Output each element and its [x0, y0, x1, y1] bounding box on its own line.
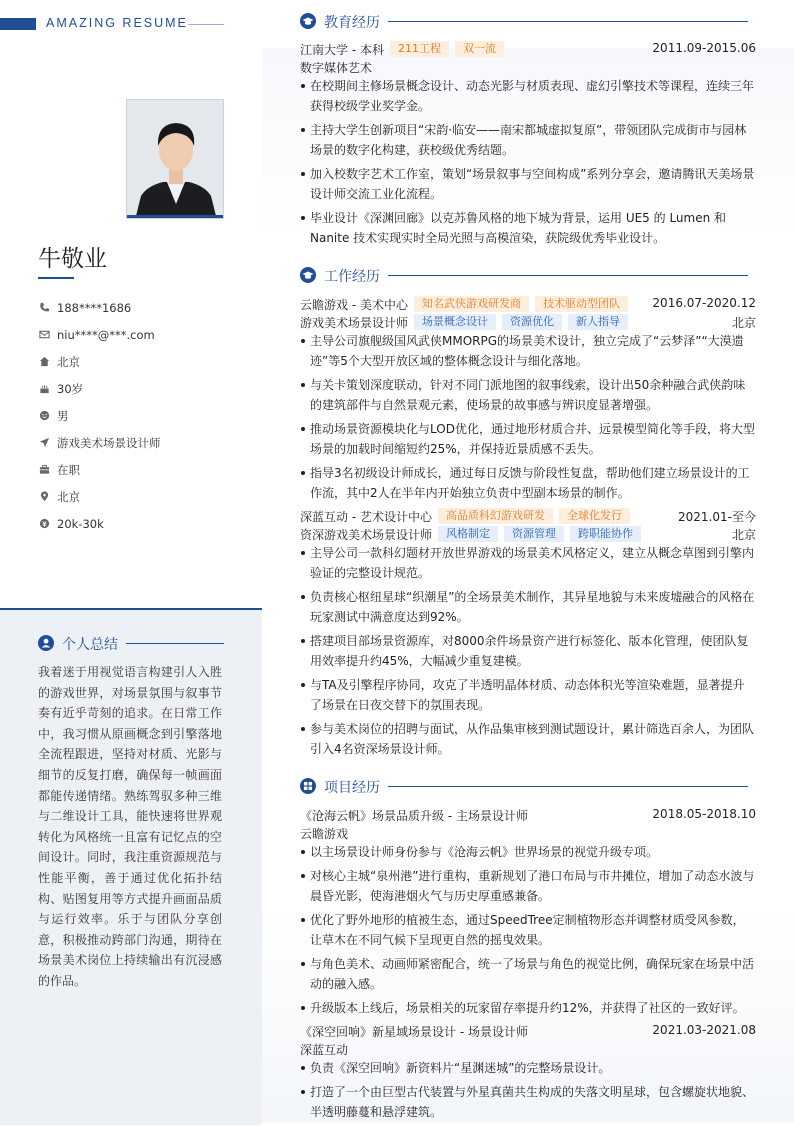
education-period: 2011.09-2015.06	[652, 41, 756, 55]
education-divider	[388, 21, 748, 22]
phone-icon	[38, 302, 50, 314]
education-entry	[300, 40, 756, 252]
name-underline	[38, 277, 74, 279]
graduation-cap-icon	[300, 267, 316, 283]
company-tag: 全球化发行	[559, 508, 630, 524]
graduation-cap-icon	[300, 13, 316, 29]
job-bullets	[300, 543, 756, 759]
project-bullets	[300, 842, 756, 1018]
profile-photo	[126, 99, 224, 219]
education-bullets	[300, 76, 756, 248]
mail-icon	[38, 329, 50, 341]
list-item: 升级版本上线后，场景相关的玩家留存率提升约12%，并获得了社区的一致好评。	[300, 998, 756, 1018]
job-headline	[300, 507, 756, 525]
company-name: 云瞻游戏 - 美术中心	[300, 297, 408, 312]
info-status	[38, 456, 248, 483]
skill-tag: 风格制定	[438, 526, 498, 542]
list-item: 加入校数字艺术工作室，策划“场景叙事与空间构成”系列分享会，邀请腾讯天美场景设计师交流工业化流程。	[300, 164, 756, 204]
projects-section-header	[300, 776, 750, 798]
list-item: 在校期间主修场景概念设计、动态光影与材质表现、虚幻引擎技术等课程，连续三年获得校级学业奖学金。	[300, 76, 756, 116]
job-bullets	[300, 331, 756, 503]
home-icon	[38, 356, 50, 368]
project-headline	[300, 1022, 756, 1040]
info-age-text: 30岁	[57, 381, 84, 396]
banner-line	[188, 24, 224, 25]
project-period: 2021.03-2021.08	[652, 1023, 756, 1037]
person-portrait-icon	[127, 100, 224, 219]
project-name: 《沧海云帆》场景品质升级 - 主场景设计师	[300, 808, 528, 823]
info-target-city-text: 北京	[57, 489, 80, 504]
work-title: 工作经历	[324, 269, 380, 285]
list-item: 打造了一个由巨型古代装置与外星真菌共生构成的失落文明星球，包含螺旋状地貌、半透明藤蔓和悬浮建筑。	[300, 1082, 756, 1122]
project-company: 深蓝互动	[300, 1042, 349, 1057]
info-gender	[38, 402, 248, 429]
user-icon	[38, 635, 54, 651]
project-company: 云瞻游戏	[300, 826, 349, 841]
list-item: 负责核心枢纽星球“织潮星”的全场景美术制作，其异星地貌与未来废墟融合的风格在玩家测试中满意度达到92%。	[300, 587, 756, 627]
project-entry	[300, 1022, 756, 1126]
list-item: 优化了野外地形的植被生态，通过SpeedTree定制植物形态并调整材质受风参数，让草木在不同气候下呈现更自然的摇曳效果。	[300, 910, 756, 950]
job-period: 2016.07-2020.12	[652, 296, 756, 310]
list-item: 主导公司旗舰级国风武侠MMORPG的场景美术设计，独立完成了“云梦泽”“大漠遗迹”等5个大型开放区域的整体概念设计与细化落地。	[300, 331, 756, 371]
skill-tag: 跨职能协作	[570, 526, 641, 542]
list-item: 以主场景设计师身份参与《沧海云帆》世界场景的视觉升级专项。	[300, 842, 756, 862]
list-item: 毕业设计《深渊回廊》以克苏鲁风格的地下城为背景，运用 UE5 的 Lumen 和 Nanite 技术实现实时全局光照与高模渲染，获院级优秀毕业设计。	[300, 208, 756, 248]
list-item: 参与美术岗位的招聘与面试，从作品集审核到测试题设计，累计筛选百余人，为团队引入4名资深场景设计师。	[300, 719, 756, 759]
projects-title: 项目经历	[324, 780, 380, 796]
info-residence-text: 北京	[57, 354, 80, 369]
info-age	[38, 375, 248, 402]
info-position-text: 游戏美术场景设计师	[57, 435, 161, 450]
list-item: 主导公司一款科幻题材开放世界游戏的场景美术风格定义，建立从概念草图到引擎内验证的完整设计规范。	[300, 543, 756, 583]
list-item: 推动场景资源模块化与LOD优化，通过地形材质合并、远景模型简化等手段，将大型场景的加载时间缩短约25%，并保持近景质感不丢失。	[300, 419, 756, 459]
job-city: 北京	[731, 528, 756, 542]
summary-divider	[126, 643, 224, 644]
job-entry	[300, 507, 756, 763]
info-target-city	[38, 483, 248, 510]
info-email-text: niu****@***.com	[57, 327, 155, 342]
job-city: 北京	[731, 316, 756, 330]
education-headline	[300, 40, 756, 58]
education-title: 教育经历	[324, 15, 380, 31]
project-period: 2018.05-2018.10	[652, 807, 756, 821]
work-divider	[388, 275, 748, 276]
list-item: 负责《深空回响》新资料片“星渊迷城”的完整场景设计。	[300, 1058, 756, 1078]
list-item: 主持大学生创新项目“宋韵·临安——南宋都城虚拟复原”，带领团队完成街市与园林场景的数字化构建，获校级优秀结题。	[300, 120, 756, 160]
job-role-row	[300, 525, 756, 543]
briefcase-icon	[38, 464, 50, 476]
skill-tag: 资源优化	[502, 314, 562, 330]
info-phone-text: 188****1686	[57, 300, 132, 315]
money-icon	[38, 518, 50, 530]
list-item: 与TA及引擎程序协同，攻克了半透明晶体材质、动态体积光等渲染难题，显著提升了场景在日夜交替下的氛围表现。	[300, 675, 756, 715]
company-tag: 技术驱动型团队	[535, 296, 628, 312]
list-item: 与关卡策划深度联动，针对不同门派地图的叙事线索，设计出50余种融合武侠韵味的建筑部件与自然景观元素，使场景的故事感与辨识度显著增强。	[300, 375, 756, 415]
job-entry	[300, 295, 756, 507]
summary-text: 我着迷于用视觉语言构建引人入胜的游戏世界，对场景氛围与叙事节奏有近乎苛刻的追求。在日常工作中，我习惯从原画概念到引擎落地全流程跟进，坚持对材质、光影与细节的反复打磨，确保每一帧画面都能传递情绪。熟练驾驭多种三维与二维设计工具，能快速将世界观转化为风格统一且富有记忆点的空间设计。同时，我注重资源规范与性能平衡，善于通过优化拓扑结构、贴图复用等方式提升画面品质与运行效率。乐于与团队分享创意，积极推动跨部门沟通，期待在场景美术岗位上持续输出有沉浸感的作品。	[38, 665, 222, 988]
banner-accent-bar	[0, 18, 36, 30]
education-section-header	[300, 11, 750, 33]
projects-divider	[388, 786, 748, 787]
company-tag: 高品质科幻游戏研发	[438, 508, 553, 524]
skill-tag: 资源管理	[504, 526, 564, 542]
list-item: 对核心主城“泉州港”进行重构，重新规划了港口布局与市井摊位，增加了动态水波与晨昏光影，使海港烟火气与历史厚重感兼备。	[300, 866, 756, 906]
info-status-text: 在职	[57, 462, 80, 477]
project-name: 《深空回响》新星域场景设计 - 场景设计师	[300, 1024, 528, 1039]
company-tag: 知名武侠游戏研发商	[414, 296, 529, 312]
send-icon	[38, 437, 50, 449]
school-tag: 211工程	[390, 41, 449, 57]
info-email	[38, 321, 248, 348]
project-entry	[300, 806, 756, 1022]
summary-title: 个人总结	[62, 637, 118, 653]
list-item: 指导3名初级设计师成长，通过每日反馈与阶段性复盘，帮助他们建立场景设计的工作流，其中2人在半年内开始独立负责中型副本场景的制作。	[300, 463, 756, 503]
school-name: 江南大学 - 本科	[300, 42, 384, 57]
job-headline	[300, 295, 756, 313]
work-section-header	[300, 265, 750, 287]
company-name: 深蓝互动 - 艺术设计中心	[300, 509, 432, 524]
grid-icon	[300, 778, 316, 794]
photo-accent-line	[127, 215, 223, 218]
project-bullets	[300, 1058, 756, 1122]
list-item: 搭建项目部场景资源库，对8000余件场景资产进行标签化、版本化管理，使团队复用效率提升约45%，大幅减少重复建模。	[300, 631, 756, 671]
school-tag: 双一流	[455, 41, 504, 57]
cake-icon	[38, 383, 50, 395]
info-position	[38, 429, 248, 456]
info-salary	[38, 510, 248, 537]
skill-tag: 场景概念设计	[414, 314, 496, 330]
location-icon	[38, 491, 50, 503]
info-phone	[38, 294, 248, 321]
resume-banner	[0, 14, 230, 34]
skill-tag: 新人指导	[568, 314, 628, 330]
contact-info-list	[38, 294, 248, 537]
job-period: 2021.01-至今	[678, 510, 756, 524]
job-role-row	[300, 313, 756, 331]
list-item: 与角色美术、动画师紧密配合，统一了场景与角色的视觉比例，确保玩家在场景中活动的融入感。	[300, 954, 756, 994]
summary-section-header	[38, 632, 224, 654]
candidate-name: 牛敬业	[38, 246, 107, 272]
banner-text: AMAZING RESUME	[46, 16, 188, 30]
job-role: 游戏美术场景设计师	[300, 315, 409, 330]
info-salary-text: 20k-30k	[57, 516, 104, 531]
education-major: 数字媒体艺术	[300, 60, 373, 75]
info-residence	[38, 348, 248, 375]
job-role: 资深游戏美术场景设计师	[300, 527, 433, 542]
info-gender-text: 男	[57, 408, 69, 423]
project-headline	[300, 806, 756, 824]
smile-icon	[38, 410, 50, 422]
